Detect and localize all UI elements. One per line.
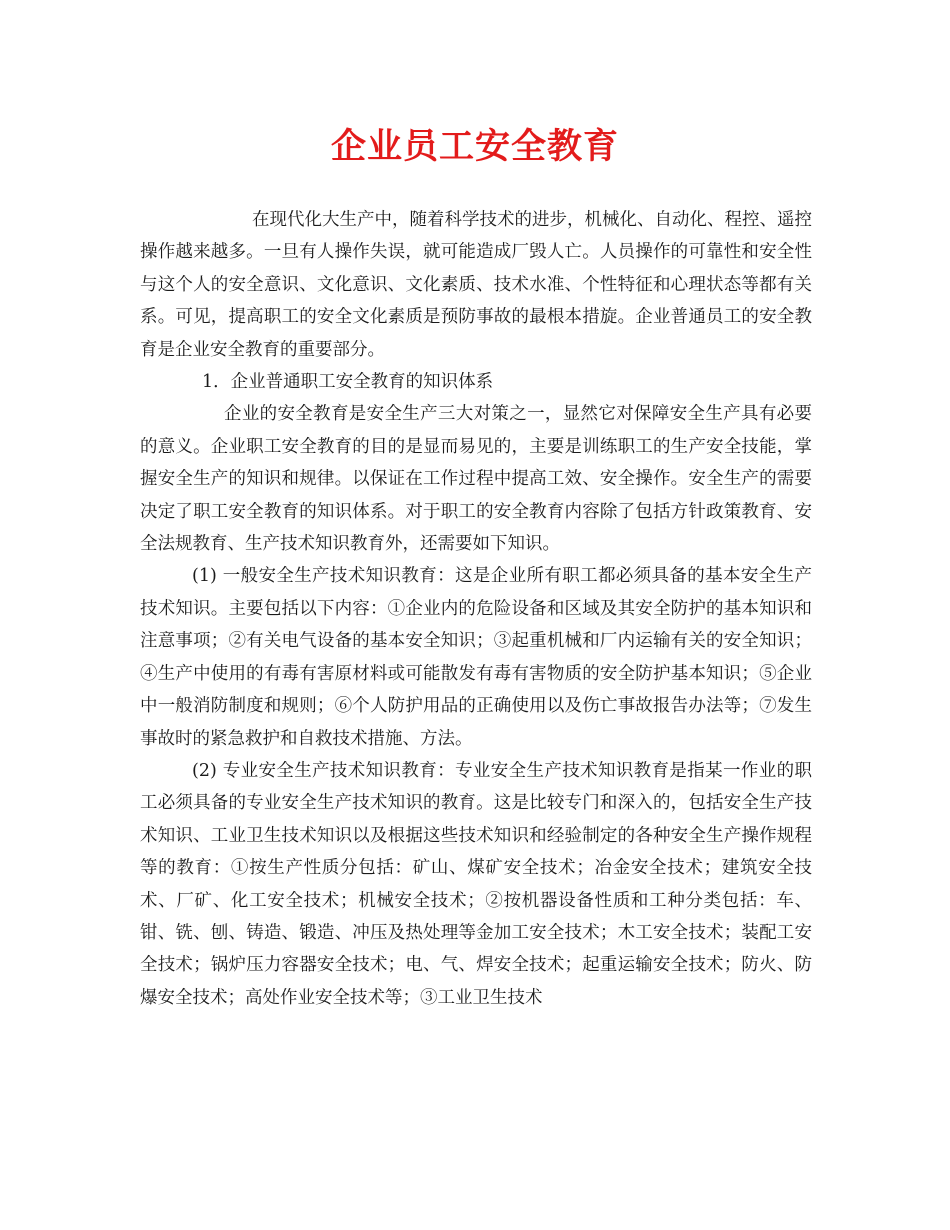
list-item-general-knowledge: (1) 一般安全生产技术知识教育：这是企业所有职工都必须具备的基本安全生产技术知识。主要包括以下内容：①企业内的危险设备和区域及其安全防护的基本知识和注意事项；②有关电气设备的基本安全知识；③起重机械和厂内运输有关的安全知识；④生产中使用的有毒有害原材料或可能散发有毒有害物质的安全防护基本知识；⑤企业中一般消防制度和规则；⑥个人防护用品的正确使用以及伤亡事故报告办法等；⑦发生事故时的紧急救护和自救技术措施、方法。 xyxy=(140,566,812,749)
section-heading: 1．企业普通职工安全教育的知识体系 xyxy=(202,372,494,393)
list-item-professional-knowledge: (2) 专业安全生产技术知识教育：专业安全生产技术知识教育是指某一作业的职工必须具备的专业安全生产技术知识的教育。这是比较专门和深入的，包括安全生产技术知识、工业卫生技术知识以及根据这些技术知识和经验制定的各种安全生产操作规程等的教育：①按生产性质分包括：矿山、煤矿安全技术；冶金安全技术；建筑安全技术、厂矿、化工安全技术；机械安全技术；②按机器设备性质和工种分类包括：车、钳、铣、刨、铸造、锻造、冲压及热处理等金加工安全技术；木工安全技术；装配工安全技术；锅炉压力容器安全技术；电、气、焊安全技术；起重运输安全技术；防火、防爆安全技术；高处作业安全技术等；③工业卫生技术 xyxy=(140,760,812,1008)
intro-paragraph: 在现代化大生产中，随着科学技术的进步，机械化、自动化、程控、遥控操作越来越多。一旦有人操作失误，就可能造成厂毁人亡。人员操作的可靠性和安全性与这个人的安全意识、文化意识、文化素质、技术水准、个性特征和心理状态等都有关系。可见，提高职工的安全文化素质是预防事故的最根本措旋。企业普通员工的安全教育是企业安全教育的重要部分。 xyxy=(140,210,812,360)
document-title: 企业员工安全教育 xyxy=(330,126,619,167)
document-body xyxy=(140,204,812,1014)
body-paragraph: 企业的安全教育是安全生产三大对策之一，显然它对保障安全生产具有必要的意义。企业职工安全教育的目的是显而易见的，主要是训练职工的生产安全技能，掌握安全生产的知识和规律。以保证在工作过程中提高工效、安全操作。安全生产的需要决定了职工安全教育的知识体系。对于职工的安全教育内容除了包括方针政策教育、安全法规教育、生产技术知识教育外，还需要如下知识。 xyxy=(140,404,812,555)
